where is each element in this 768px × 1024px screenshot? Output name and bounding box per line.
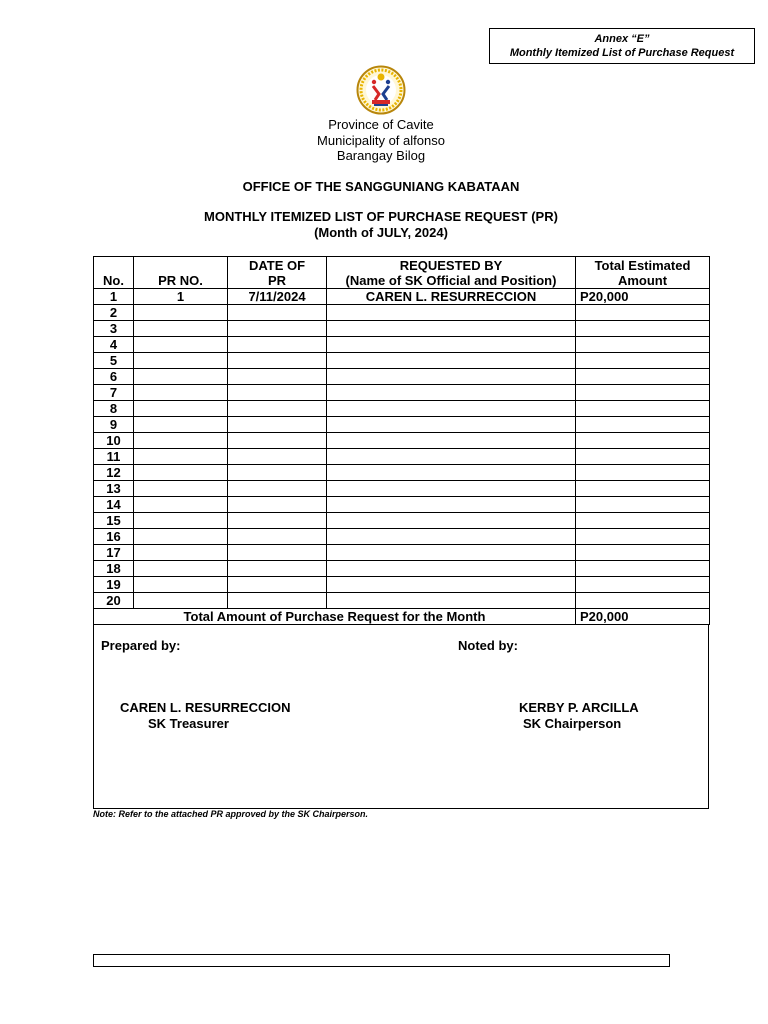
cell-amount bbox=[576, 305, 710, 321]
cell-requested-by bbox=[327, 481, 576, 497]
sk-seal-icon bbox=[356, 65, 406, 115]
footer-box bbox=[93, 954, 670, 967]
table-row bbox=[94, 577, 710, 593]
table-row bbox=[94, 337, 710, 353]
column-header-amount-line1: Total Estimated bbox=[594, 257, 691, 273]
cell-pr-no bbox=[134, 593, 228, 609]
cell-no: 6 bbox=[94, 369, 134, 385]
cell-date bbox=[228, 401, 327, 417]
cell-pr-no bbox=[134, 401, 228, 417]
table-row bbox=[94, 529, 710, 545]
cell-requested-by bbox=[327, 465, 576, 481]
cell-date bbox=[228, 545, 327, 561]
cell-requested-by: CAREN L. RESURRECCION bbox=[327, 289, 576, 305]
table-row bbox=[94, 561, 710, 577]
cell-date bbox=[228, 369, 327, 385]
cell-pr-no bbox=[134, 529, 228, 545]
cell-amount bbox=[576, 465, 710, 481]
column-header-requested-line2: (Name of SK Official and Position) bbox=[345, 272, 557, 288]
cell-pr-no: 1 bbox=[134, 289, 228, 305]
cell-requested-by bbox=[327, 385, 576, 401]
cell-date bbox=[228, 417, 327, 433]
column-header-requested-by bbox=[327, 257, 576, 289]
cell-date bbox=[228, 561, 327, 577]
cell-date bbox=[228, 337, 327, 353]
cell-no: 8 bbox=[94, 401, 134, 417]
cell-pr-no bbox=[134, 497, 228, 513]
document-title bbox=[0, 209, 762, 240]
table-body bbox=[94, 289, 710, 609]
table-header-row bbox=[94, 257, 710, 289]
total-amount: P20,000 bbox=[576, 609, 710, 625]
cell-no: 2 bbox=[94, 305, 134, 321]
cell-amount bbox=[576, 577, 710, 593]
cell-pr-no bbox=[134, 545, 228, 561]
cell-requested-by bbox=[327, 545, 576, 561]
cell-amount bbox=[576, 497, 710, 513]
annex-label: Annex “E” bbox=[594, 33, 650, 45]
cell-date bbox=[228, 529, 327, 545]
cell-amount: P20,000 bbox=[576, 289, 710, 305]
cell-requested-by bbox=[327, 417, 576, 433]
cell-requested-by bbox=[327, 305, 576, 321]
cell-no: 7 bbox=[94, 385, 134, 401]
column-header-pr-no: PR NO. bbox=[134, 257, 228, 289]
cell-no: 10 bbox=[94, 433, 134, 449]
cell-amount bbox=[576, 337, 710, 353]
cell-pr-no bbox=[134, 481, 228, 497]
cell-requested-by bbox=[327, 337, 576, 353]
cell-requested-by bbox=[327, 593, 576, 609]
noter-name: KERBY P. ARCILLA bbox=[519, 700, 639, 715]
cell-pr-no bbox=[134, 433, 228, 449]
cell-requested-by bbox=[327, 529, 576, 545]
prepared-by-label: Prepared by: bbox=[101, 638, 181, 653]
cell-no: 5 bbox=[94, 353, 134, 369]
cell-pr-no bbox=[134, 305, 228, 321]
cell-no: 17 bbox=[94, 545, 134, 561]
cell-requested-by bbox=[327, 401, 576, 417]
barangay-line: Barangay Bilog bbox=[336, 148, 426, 163]
cell-amount bbox=[576, 433, 710, 449]
cell-requested-by bbox=[327, 513, 576, 529]
cell-pr-no bbox=[134, 369, 228, 385]
cell-amount bbox=[576, 353, 710, 369]
cell-date: 7/11/2024 bbox=[228, 289, 327, 305]
table-row bbox=[94, 289, 710, 305]
column-header-no: No. bbox=[94, 257, 134, 289]
cell-date bbox=[228, 305, 327, 321]
column-header-date-line1: DATE OF bbox=[248, 257, 306, 273]
column-header-requested-line1: REQUESTED BY bbox=[399, 257, 503, 273]
cell-no: 20 bbox=[94, 593, 134, 609]
cell-no: 19 bbox=[94, 577, 134, 593]
cell-no: 14 bbox=[94, 497, 134, 513]
preparer-name: CAREN L. RESURRECCION bbox=[120, 700, 291, 715]
table-row bbox=[94, 513, 710, 529]
cell-pr-no bbox=[134, 417, 228, 433]
cell-pr-no bbox=[134, 513, 228, 529]
cell-amount bbox=[576, 449, 710, 465]
noted-by-label: Noted by: bbox=[458, 638, 518, 653]
table-row bbox=[94, 465, 710, 481]
cell-amount bbox=[576, 417, 710, 433]
cell-requested-by bbox=[327, 449, 576, 465]
cell-requested-by bbox=[327, 577, 576, 593]
cell-amount bbox=[576, 369, 710, 385]
cell-date bbox=[228, 577, 327, 593]
cell-amount bbox=[576, 545, 710, 561]
cell-amount bbox=[576, 321, 710, 337]
table-row bbox=[94, 305, 710, 321]
preparer-position: SK Treasurer bbox=[148, 716, 229, 731]
table-row bbox=[94, 385, 710, 401]
cell-requested-by bbox=[327, 433, 576, 449]
table-row bbox=[94, 433, 710, 449]
table-row bbox=[94, 545, 710, 561]
cell-requested-by bbox=[327, 353, 576, 369]
cell-date bbox=[228, 465, 327, 481]
cell-pr-no bbox=[134, 577, 228, 593]
cell-pr-no bbox=[134, 561, 228, 577]
column-header-amount-line2: Amount bbox=[617, 272, 668, 288]
cell-pr-no bbox=[134, 385, 228, 401]
period-line: (Month of JULY, 2024) bbox=[314, 224, 448, 240]
cell-pr-no bbox=[134, 465, 228, 481]
cell-no: 3 bbox=[94, 321, 134, 337]
cell-amount bbox=[576, 529, 710, 545]
office-title: OFFICE OF THE SANGGUNIANG KABATAAN bbox=[242, 179, 520, 194]
table-row bbox=[94, 401, 710, 417]
cell-amount bbox=[576, 593, 710, 609]
cell-date bbox=[228, 433, 327, 449]
total-row bbox=[94, 609, 710, 625]
cell-no: 9 bbox=[94, 417, 134, 433]
total-label: Total Amount of Purchase Request for the Month bbox=[94, 609, 576, 625]
annex-subtitle: Monthly Itemized List of Purchase Request bbox=[509, 47, 735, 59]
cell-requested-by bbox=[327, 369, 576, 385]
cell-no: 18 bbox=[94, 561, 134, 577]
province-line: Province of Cavite bbox=[328, 117, 434, 132]
column-header-date bbox=[228, 257, 327, 289]
cell-no: 16 bbox=[94, 529, 134, 545]
title-line: MONTHLY ITEMIZED LIST OF PURCHASE REQUEST (PR) bbox=[204, 209, 558, 224]
signature-section bbox=[93, 624, 709, 809]
column-header-date-line2: PR bbox=[267, 272, 287, 288]
cell-pr-no bbox=[134, 449, 228, 465]
cell-no: 12 bbox=[94, 465, 134, 481]
cell-amount bbox=[576, 561, 710, 577]
cell-date bbox=[228, 513, 327, 529]
cell-date bbox=[228, 449, 327, 465]
table-row bbox=[94, 369, 710, 385]
cell-requested-by bbox=[327, 561, 576, 577]
cell-no: 1 bbox=[94, 289, 134, 305]
cell-date bbox=[228, 385, 327, 401]
annex-box bbox=[489, 28, 755, 64]
footnote: Note: Refer to the attached PR approved by the SK Chairperson. bbox=[93, 809, 369, 819]
cell-amount bbox=[576, 385, 710, 401]
cell-no: 11 bbox=[94, 449, 134, 465]
purchase-request-table bbox=[93, 256, 710, 625]
table-row bbox=[94, 449, 710, 465]
cell-no: 15 bbox=[94, 513, 134, 529]
table-row bbox=[94, 353, 710, 369]
table-row bbox=[94, 497, 710, 513]
column-header-amount bbox=[576, 257, 710, 289]
cell-date bbox=[228, 353, 327, 369]
cell-amount bbox=[576, 481, 710, 497]
cell-requested-by bbox=[327, 497, 576, 513]
header-lines bbox=[0, 117, 762, 164]
table-row bbox=[94, 417, 710, 433]
cell-pr-no bbox=[134, 321, 228, 337]
cell-requested-by bbox=[327, 321, 576, 337]
cell-pr-no bbox=[134, 337, 228, 353]
cell-date bbox=[228, 321, 327, 337]
cell-date bbox=[228, 481, 327, 497]
table-row bbox=[94, 593, 710, 609]
table-row bbox=[94, 481, 710, 497]
cell-date bbox=[228, 593, 327, 609]
cell-amount bbox=[576, 513, 710, 529]
noter-position: SK Chairperson bbox=[523, 716, 622, 731]
cell-pr-no bbox=[134, 353, 228, 369]
table-row bbox=[94, 321, 710, 337]
cell-amount bbox=[576, 401, 710, 417]
cell-no: 13 bbox=[94, 481, 134, 497]
municipality-line: Municipality of alfonso bbox=[317, 132, 445, 148]
cell-date bbox=[228, 497, 327, 513]
cell-no: 4 bbox=[94, 337, 134, 353]
